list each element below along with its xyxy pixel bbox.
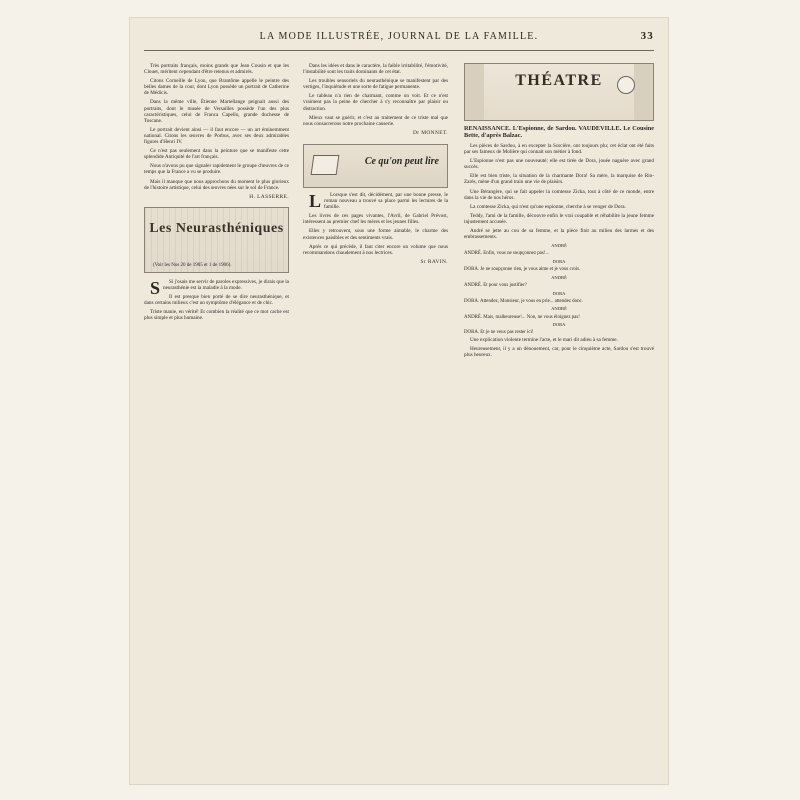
article-paragraph: Triste manie, en vérité! Et combien la réalité que ce mot cache est plus simple et plus humaine. <box>144 309 289 322</box>
review-paragraph: Elle est bien triste, la situation de la charmante Dora! Sa mère, la marquise de Rio-Zarès, mène d'un grand train une vie de plaisirs. <box>464 173 654 186</box>
section-title: Les Neurasthéniques <box>149 220 284 236</box>
column-2 <box>303 63 448 272</box>
article-paragraph <box>144 277 289 298</box>
paragraph-text: Si j'osais me servir de paroles expressives, je dirais que la neurasthénie est la maladie à la mode. <box>163 278 289 291</box>
review-paragraph: André se jette au cou de sa femme, et la pièce finit au milieu des larmes et des embrassements. <box>464 228 654 241</box>
article-paragraph: Le portrait devient ainsi — il faut encore — un art éminemment national. Citons les œuvres de Porbus, avec ses deux admirables figures d'Henri IV. <box>144 126 289 146</box>
newspaper-sheet <box>130 18 668 784</box>
article-paragraph: Le tableau n'a rien de charmant, comme on voit. Et ce n'est vraiment pas la peine de chercher à s'y reconnaître par plaisir ou distraction. <box>303 93 448 112</box>
article-paragraph: Citons Corneille de Lyon, que Brantôme appelle le peintre des belles dames de la cour, dont Lyon possède un portrait de Catherine de Médicis. <box>144 78 289 97</box>
reading-section-banner <box>303 144 448 188</box>
article-paragraph: Les livres de ces pages vivantes, l'Avril, de Gabriel Prévost, intéressent au premier chef les mères et les jeunes filles. <box>303 213 448 226</box>
book-icon <box>311 155 340 175</box>
theatre-banner <box>464 63 654 121</box>
article-paragraph: Il est presque bien porté de se dire neurasthénique, et dans certains milieux c'est un symptôme d'élégance et de chic. <box>144 293 289 307</box>
theatre-title: THÉATRE <box>515 72 603 89</box>
review-paragraph: Une explication violente termine l'acte, et le mari dit adieu à sa femme. <box>470 337 618 343</box>
dialog-speaker: ANDRÉ <box>551 274 567 280</box>
dialog-line: DORA. Attendez, Monsieur, je vous en prie... attendez donc. <box>464 298 583 304</box>
dialog-line: DORA. Et je ne veux pas rester ici! <box>464 330 534 336</box>
author-signature: Dr MONNET. <box>412 129 448 136</box>
section-subtitle: (Voir les Nos 20 de 1905 et 1 de 1906). <box>153 263 232 269</box>
dialog-speaker: ANDRÉ <box>551 243 567 249</box>
article-paragraph: Elles y retrouvent, sous une forme aimable, le charme des existences paisibles et des sentiments vrais. <box>303 228 448 241</box>
page-header <box>144 30 654 48</box>
dialog-line: DORA. Je ne soupçonne rien, je vous aime et je vous crois. <box>464 267 581 273</box>
dialog-line: ANDRÉ. Mais, malheureuse!... Non, ne vous éloignez pas! <box>464 314 580 320</box>
dialog-speaker: DORA <box>552 259 566 265</box>
column-3 <box>464 63 654 361</box>
review-paragraph: Teddy, l'ami de la famille, découvre enfin le vrai coupable et réhabilite la jeune femme injustement accusée. <box>464 212 654 225</box>
article-paragraph: Mais il manque que nous approchons du moment le plus glorieux de l'histoire artistique, celui des œuvres nées sur le sol de France. <box>144 178 289 191</box>
review-paragraph: L'Espionne n'est pas une nouveauté; elle est tirée de Dora, jouée naguère avec grand succès. <box>464 158 654 171</box>
paragraph-text: Lorsque s'est dit, décidément, par une bonne presse, le roman nouveau a trouvé sa place parmi les lectures de la famille. <box>324 191 448 211</box>
dialog-speaker: ANDRÉ <box>551 306 567 312</box>
review-heading: RENAISSANCE. L'Espionne, de Sardou. VAUDEVILLE. Le Cousine Bette, d'après Balzac. <box>464 125 654 139</box>
article-paragraph: Nous n'avons pu que signaler rapidement le groupe d'œuvres de ce temps que la France a vu se produire. <box>144 163 289 176</box>
article-paragraph <box>303 192 448 210</box>
dialog-line: ANDRÉ. Et pour vous justifier? <box>464 282 527 288</box>
review-paragraph: Heureusement, il y a un dénouement, car, pour le cinquième acte, Sardou s'est trouvé plus heureux. <box>464 346 654 359</box>
article-paragraph: Les troubles sensoriels du neurasthénique se manifestent par des vertiges, l'inquiétude et une sorte de fatigue permanente. <box>303 78 448 91</box>
mask-icon <box>617 76 635 94</box>
drop-cap: L <box>309 190 322 211</box>
page-title: LA MODE ILLUSTRÉE, JOURNAL DE LA FAMILLE. <box>259 31 539 42</box>
drop-cap: S <box>150 277 161 298</box>
article-paragraph: Très portraits français, moins grands que Jean Cousin et que les Clouet, méritent cependant d'être retenus et admirés. <box>144 63 289 76</box>
column-1 <box>144 63 289 324</box>
author-signature: H. LASSERRE. <box>249 193 289 200</box>
header-rule <box>144 50 654 51</box>
dialog-speaker: DORA <box>552 290 566 296</box>
dialog-line: ANDRÉ. Enfin, vous ne soupçonnez pas!... <box>464 251 550 257</box>
author-signature: Sr RAVIN. <box>420 258 448 265</box>
article-paragraph: Après ce qui précède, il faut citer encore un volume que nous recommandons chaudement à nos lectrices. <box>303 243 448 256</box>
article-paragraph: Dans la même ville, Étienne Martellange peignait aussi des portraits, dont le musée de Versailles possède l'un des plus caractéristiques, celui de Franca Capello, grande duchesse de Toscane. <box>144 99 289 124</box>
review-paragraph: La comtesse Zicka, qui n'est qu'une espionne, cherche à se venger de Dora. <box>470 203 626 210</box>
dialog-speaker: DORA <box>552 322 566 328</box>
article-paragraph: Mieux vaut se guérir, et c'est au traitement de ce triste mal que nous consacrerons notre prochaine causerie. <box>303 114 448 127</box>
section-ornament <box>144 207 289 273</box>
review-paragraph: Les pièces de Sardou, à en excepter la Sorcière, ont toujours plu; cet éclat ont été faits par ses fameux de Molière qui connait son métier à fond. <box>464 143 654 156</box>
reading-section-title: Ce qu'on peut lire <box>364 155 439 167</box>
article-paragraph: Ce n'est pas seulement dans la peinture que se manifeste cette splendide Antiquité de l'art français. <box>144 148 289 161</box>
review-paragraph: Une Bérangère, qui se fait appeler la comtesse Zicka, tout à côté de ce monde, entre dans la vie de nos héros. <box>464 188 654 201</box>
article-paragraph: Dans les idées et dans le caractère, la faible irritabilité, l'émotivité, l'instabilité sont les traits dominants de cet état. <box>303 63 448 76</box>
page-number: 33 <box>640 30 654 42</box>
